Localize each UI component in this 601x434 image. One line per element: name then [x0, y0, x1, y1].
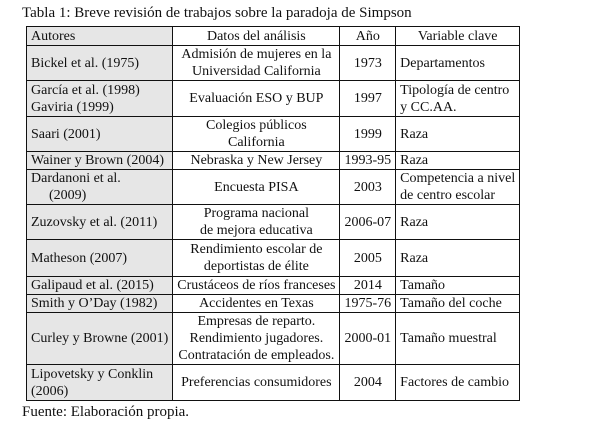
table-row [27, 170, 520, 205]
cell-anio-line: 2014 [353, 278, 382, 293]
cell-anio-line: 2000-01 [344, 331, 392, 346]
cell-autores-line: Zuzovsky et al. (2011) [31, 214, 158, 230]
cell-autores [27, 81, 173, 117]
table-row [27, 277, 520, 295]
cell-datos-line: Contratación de empleados. [178, 348, 335, 363]
table-row [27, 240, 520, 277]
cell-anio-line: 2003 [353, 179, 382, 195]
cell-autores-line: (2006) [31, 383, 69, 399]
cell-variable [396, 205, 520, 240]
cell-datos [173, 205, 340, 240]
cell-variable-line: Competencia a nivel [400, 171, 516, 186]
cell-anio-line: 2005 [353, 250, 382, 266]
cell-datos [173, 81, 340, 117]
cell-anio [340, 313, 396, 365]
cell-variable-line: de centro escolar [400, 188, 495, 203]
table-caption: Tabla 1: Breve revisión de trabajos sobre la paradoja de Simpson [22, 5, 412, 21]
cell-autores-line: Dardanoni et al. [31, 171, 121, 186]
cell-autores-line: Curley y Browne (2001) [31, 331, 169, 346]
cell-autores-line: (2009) [49, 188, 87, 203]
cell-autores-line: Bickel et al. (1975) [31, 55, 140, 71]
table-row [27, 295, 520, 313]
cell-anio-line: 1993-95 [344, 153, 392, 168]
cell-datos-line: Preferencias consumidores [181, 375, 332, 390]
cell-anio [340, 240, 396, 277]
simpson-paradox-table [26, 26, 520, 401]
cell-variable [396, 117, 520, 152]
header-datos: Datos del análisis [173, 27, 340, 46]
cell-autores [27, 295, 173, 313]
cell-autores [27, 205, 173, 240]
cell-variable-line: Raza [400, 126, 429, 142]
table-row [27, 205, 520, 240]
cell-datos-line: Empresas de reparto. [197, 314, 316, 329]
cell-variable-line: Raza [400, 214, 429, 230]
cell-datos [173, 152, 340, 170]
cell-autores-line: García et al. (1998) [31, 82, 140, 98]
cell-anio-line: 1997 [353, 91, 382, 106]
cell-autores [27, 313, 173, 365]
cell-variable-line: y CC.AA. [400, 99, 457, 115]
cell-variable [396, 365, 520, 401]
header-autores: Autores [27, 27, 173, 46]
cell-anio [340, 81, 396, 117]
cell-variable [396, 313, 520, 365]
cell-anio-line: 1975-76 [344, 296, 392, 311]
cell-variable-line: Tamaño [400, 278, 446, 293]
cell-autores-line: Smith y O’Day (1982) [31, 296, 158, 311]
table-source-note: Fuente: Elaboración propia. [22, 404, 190, 420]
cell-datos-line: Encuesta PISA [214, 179, 299, 195]
cell-datos [173, 313, 340, 365]
cell-autores [27, 117, 173, 152]
table-row [27, 46, 520, 81]
cell-datos-line: Colegios públicos [206, 118, 307, 133]
cell-autores [27, 277, 173, 295]
table-row [27, 365, 520, 401]
cell-autores-line: Gaviria (1999) [31, 99, 114, 115]
cell-variable [396, 46, 520, 81]
cell-anio [340, 205, 396, 240]
cell-datos [173, 277, 340, 295]
cell-autores [27, 365, 173, 401]
cell-autores-line: Wainer y Brown (2004) [31, 153, 165, 168]
cell-datos-line: Universidad California [192, 64, 321, 79]
cell-variable-line: Tipología de centro [400, 82, 510, 98]
cell-anio-line: 2006-07 [344, 214, 392, 230]
cell-autores [27, 240, 173, 277]
cell-datos-line: California [227, 135, 285, 150]
cell-anio [340, 295, 396, 313]
cell-variable [396, 81, 520, 117]
cell-autores-line: Saari (2001) [31, 126, 101, 142]
cell-anio [340, 117, 396, 152]
cell-variable-line: Departamentos [400, 55, 485, 71]
cell-datos-line: deportistas de élite [203, 259, 309, 274]
cell-datos [173, 117, 340, 152]
header-variable: Variable clave [396, 27, 520, 46]
table-row [27, 313, 520, 365]
cell-variable-line: Tamaño muestral [400, 331, 497, 346]
cell-anio-line: 2004 [353, 375, 382, 390]
cell-datos-line: Evaluación ESO y BUP [189, 91, 324, 106]
cell-datos [173, 170, 340, 205]
cell-autores-line: Lipovetsky y Conklin [31, 366, 154, 382]
cell-anio [340, 170, 396, 205]
cell-variable-line: Factores de cambio [400, 375, 510, 390]
cell-datos [173, 295, 340, 313]
cell-autores [27, 170, 173, 205]
table-row [27, 81, 520, 117]
cell-variable-line: Tamaño del coche [400, 296, 502, 311]
cell-autores [27, 46, 173, 81]
cell-datos-line: Nebraska y New Jersey [190, 153, 323, 168]
cell-variable-line: Raza [400, 153, 429, 168]
cell-variable-line: Raza [400, 250, 429, 266]
cell-anio [340, 365, 396, 401]
cell-datos-line: Crustáceos de ríos franceses [177, 278, 336, 293]
cell-anio [340, 277, 396, 295]
cell-datos-line: Rendimiento jugadores. [189, 331, 324, 346]
cell-anio-line: 1999 [353, 126, 382, 142]
cell-autores-line: Galipaud et al. (2015) [31, 278, 154, 293]
cell-variable [396, 240, 520, 277]
header-anio: Año [340, 27, 396, 46]
header-row [27, 27, 520, 46]
cell-datos-line: Admisión de mujeres en la [181, 47, 332, 62]
cell-variable [396, 295, 520, 313]
cell-anio-line: 1973 [353, 55, 382, 71]
table-row [27, 152, 520, 170]
cell-datos [173, 46, 340, 81]
cell-anio [340, 152, 396, 170]
cell-variable [396, 152, 520, 170]
table-row [27, 117, 520, 152]
cell-datos [173, 240, 340, 277]
cell-autores [27, 152, 173, 170]
cell-variable [396, 277, 520, 295]
cell-datos [173, 365, 340, 401]
cell-variable [396, 170, 520, 205]
cell-datos-line: Accidentes en Texas [199, 296, 314, 311]
cell-datos-line: de mejora educativa [200, 223, 313, 238]
cell-autores-line: Matheson (2007) [31, 250, 128, 266]
cell-datos-line: Programa nacional [203, 206, 310, 221]
cell-anio [340, 46, 396, 81]
cell-datos-line: Rendimiento escolar de [190, 242, 323, 257]
